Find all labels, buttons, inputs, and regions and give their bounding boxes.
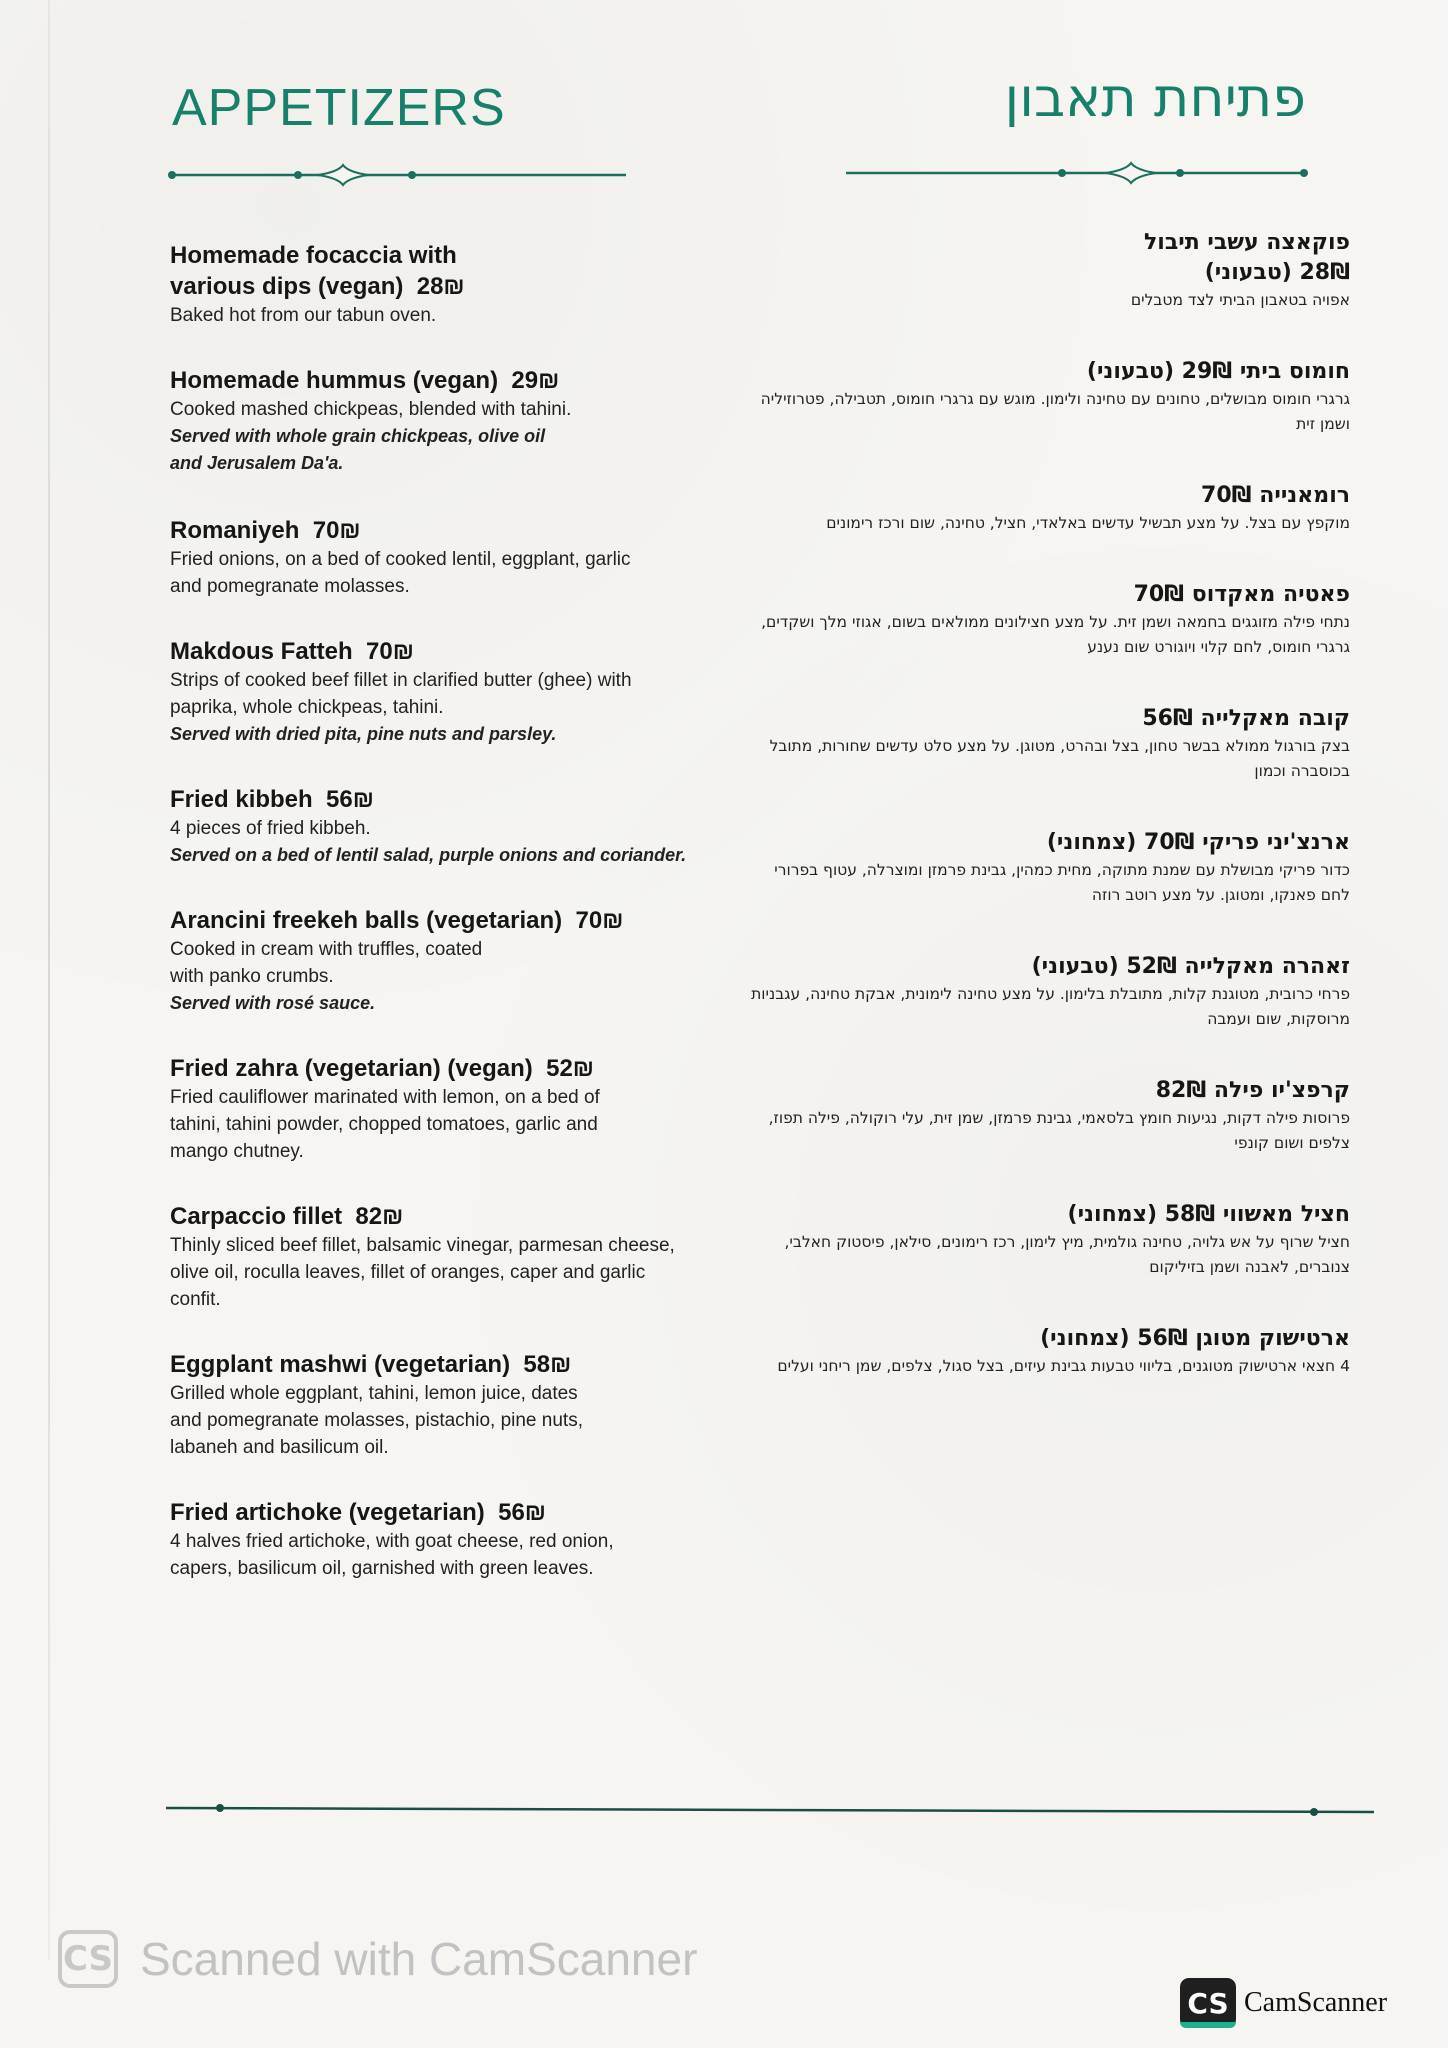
item-name: Arancini freekeh balls (vegetarian) 70₪ — [170, 907, 624, 934]
item-name-he: פוקאצה עשבי תיבול 28₪ (טבעוני) — [1143, 230, 1350, 285]
item-description-he: כדור פריקי מבושלת עם שמנת מתוקה, מחית כמהין, גבינת פרמזן ומוצרלה, עטוף בפרורי לחם פאנקו, ומטוגן. על מצע רוטב רוזה — [774, 861, 1350, 904]
item-description: Cooked mashed chickpeas, blended with tahini. — [170, 399, 572, 420]
item-description-he: פרוסות פילה דקות, נגיעות חומץ בלסאמי, גבינת פרמזן, שמן זית, עלי רוקולה, פילה תפוז, צלפים ושום קונפי — [768, 1109, 1350, 1152]
item-description-he: פרחי כרובית, מטוגנת קלות, מתובלת בלימון. על מצע טחינה לימונית, אבקת טחינה, עגבניות מרוסקות, שום ועמבה — [751, 985, 1350, 1028]
item-name-he: זאהרה מאקלייה 52₪ (טבעוני) — [1031, 954, 1350, 979]
item-price: 28₪ — [416, 273, 465, 300]
menu-item-he — [750, 481, 1350, 536]
item-price: 52₪ — [546, 1055, 595, 1082]
item-price: 82₪ — [355, 1203, 404, 1230]
menu-item-he — [750, 357, 1350, 437]
item-name-he: רומאנייה 70₪ — [1201, 483, 1350, 508]
item-name-he: ארטישוק מטוגן 56₪ (צמחוני) — [1040, 1326, 1350, 1351]
menu-item-en — [170, 240, 710, 329]
item-price: 56₪ — [498, 1499, 547, 1526]
item-description: 4 pieces of fried kibbeh. — [170, 818, 371, 839]
item-description-he: 4 חצאי ארטישוק מטוגנים, בליווי טבעות גבינת עיזים, בצל סגול, צלפים, שמן ריחני ועלים — [777, 1357, 1350, 1375]
title-english: APPETIZERS — [172, 79, 506, 137]
title-hebrew: פתיחת תאבון — [1004, 66, 1306, 129]
item-name-he: פאטיה מאקדוס 70₪ — [1133, 582, 1350, 607]
item-description: Strips of cooked beef fillet in clarified butter (ghee) with paprika, whole chickpeas, tahini. — [170, 670, 632, 718]
item-price: 29₪ — [511, 367, 560, 394]
item-price: 70₪ — [575, 907, 624, 934]
scanner-watermark — [58, 1930, 697, 1988]
menu-item-en — [170, 1497, 710, 1582]
item-description-he: מוקפץ עם בצל. על מצע תבשיל עדשים באלאדי, חציל, טחינה, שום ורכז רימונים — [826, 514, 1350, 532]
camscanner-icon: CS — [58, 1930, 118, 1988]
item-name: Homemade hummus (vegan) 29₪ — [170, 367, 560, 394]
item-name-he: קובה מאקלייה 56₪ — [1142, 706, 1350, 731]
item-description-he: גרגרי חומוס מבושלים, טחונים עם טחינה ולימון. מוגש עם גרגרי חומוס, תטבילה, פטרוזיליה ושמן זית — [760, 390, 1350, 433]
menu-item-en — [170, 1201, 710, 1313]
menu-item-en — [170, 365, 710, 477]
watermark-text: Scanned with CamScanner — [140, 1933, 698, 1985]
item-price: 58₪ — [523, 1351, 572, 1378]
ornament-divider-left — [168, 160, 628, 190]
menu-item-he — [750, 228, 1350, 313]
item-name-he: חציל מאשווי 58₪ (צמחוני) — [1067, 1202, 1350, 1227]
menu-item-he — [750, 1324, 1350, 1379]
menu-item-en — [170, 784, 710, 869]
item-name: Makdous Fatteh 70₪ — [170, 638, 414, 665]
item-description: Cooked in cream with truffles, coated with panko crumbs. — [170, 939, 483, 987]
item-served-with: Served with rosé sauce. — [170, 993, 376, 1013]
menu-item-he — [750, 1200, 1350, 1280]
item-price: 70₪ — [366, 638, 414, 665]
english-menu-column — [170, 240, 710, 1582]
item-name: Fried artichoke (vegetarian) 56₪ — [170, 1499, 547, 1526]
item-name: Carpaccio fillet 82₪ — [170, 1203, 404, 1230]
camscanner-logo-icon: CS — [1180, 1978, 1236, 2028]
menu-item-en — [170, 515, 710, 600]
item-description: Fried onions, on a bed of cooked lentil, eggplant, garlic and pomegranate molasses. — [170, 549, 631, 597]
item-description: Grilled whole eggplant, tahini, lemon juice, dates and pomegranate molasses, pistachio, pine nuts, labaneh and basilicum oil. — [170, 1383, 583, 1458]
page-edge-shadow — [48, 0, 50, 1960]
item-description: 4 halves fried artichoke, with goat cheese, red onion, capers, basilicum oil, garnished with green leaves. — [170, 1531, 614, 1579]
hebrew-menu-column — [750, 228, 1350, 1379]
item-name: Romaniyeh 70₪ — [170, 517, 361, 544]
item-name: Eggplant mashwi (vegetarian) 58₪ — [170, 1351, 572, 1378]
menu-item-en — [170, 1349, 710, 1461]
item-name-he: קרפצ'יו פילה 82₪ — [1155, 1078, 1350, 1103]
bottom-divider-line — [164, 1800, 1376, 1820]
item-name-he: ארנצ'יני פריקי 70₪ (צמחוני) — [1046, 830, 1350, 855]
camscanner-logo — [1180, 1978, 1387, 2028]
item-description-he: אפויה בטאבון הביתי לצד מטבלים — [1130, 291, 1350, 309]
camscanner-logo-text: CamScanner — [1244, 1987, 1388, 2018]
item-description: Baked hot from our tabun oven. — [170, 305, 437, 326]
menu-item-en — [170, 636, 710, 748]
menu-item-he — [750, 952, 1350, 1032]
menu-item-he — [750, 1076, 1350, 1156]
item-description: Thinly sliced beef fillet, balsamic vinegar, parmesan cheese, olive oil, roculla leaves, fillet of oranges, caper and garlic confit. — [170, 1235, 675, 1310]
item-served-with: Served on a bed of lentil salad, purple onions and coriander. — [170, 845, 687, 865]
item-description-he: נתחי פילה מזוגגים בחמאה ושמן זית. על מצע חצילונים ממולאים בשום, אגוזי מלך ושקדים, גרגרי חומוס, לחם קלוי ויוגורט שום נענע — [761, 613, 1350, 656]
menu-item-he — [750, 580, 1350, 660]
item-name: Fried zahra (vegetarian) (vegan) 52₪ — [170, 1055, 595, 1082]
item-price: 56₪ — [326, 786, 374, 813]
menu-item-en — [170, 1053, 710, 1165]
ornament-divider-right — [844, 158, 1310, 188]
item-price: 70₪ — [312, 517, 361, 544]
item-description: Fried cauliflower marinated with lemon, on a bed of tahini, tahini powder, chopped tomatoes, garlic and mango chutney. — [170, 1087, 600, 1162]
menu-item-en — [170, 905, 710, 1017]
menu-item-he — [750, 828, 1350, 908]
item-description-he: חציל שרוף על אש גלויה, טחינה גולמית, מיץ לימון, רכז רימונים, סילאן, פיסטוק חאלבי, צנוברים, לאבנה ושמן בזיליקום — [784, 1233, 1350, 1276]
item-name-he: חומוס ביתי 29₪ (טבעוני) — [1086, 359, 1350, 384]
item-served-with: Served with whole grain chickpeas, olive oil and Jerusalem Da'a. — [170, 426, 546, 473]
item-name: Fried kibbeh 56₪ — [170, 786, 374, 813]
item-description-he: בצק בורגול ממולא בבשר טחון, בצל ובהרט, מטוגן. על מצע סלט עדשים שחורות, מתובל בכוסברה וכמון — [769, 737, 1350, 780]
menu-item-he — [750, 704, 1350, 784]
item-name: Homemade focaccia with various dips (vegan) 28₪ — [170, 242, 465, 300]
item-served-with: Served with dried pita, pine nuts and parsley. — [170, 724, 557, 744]
